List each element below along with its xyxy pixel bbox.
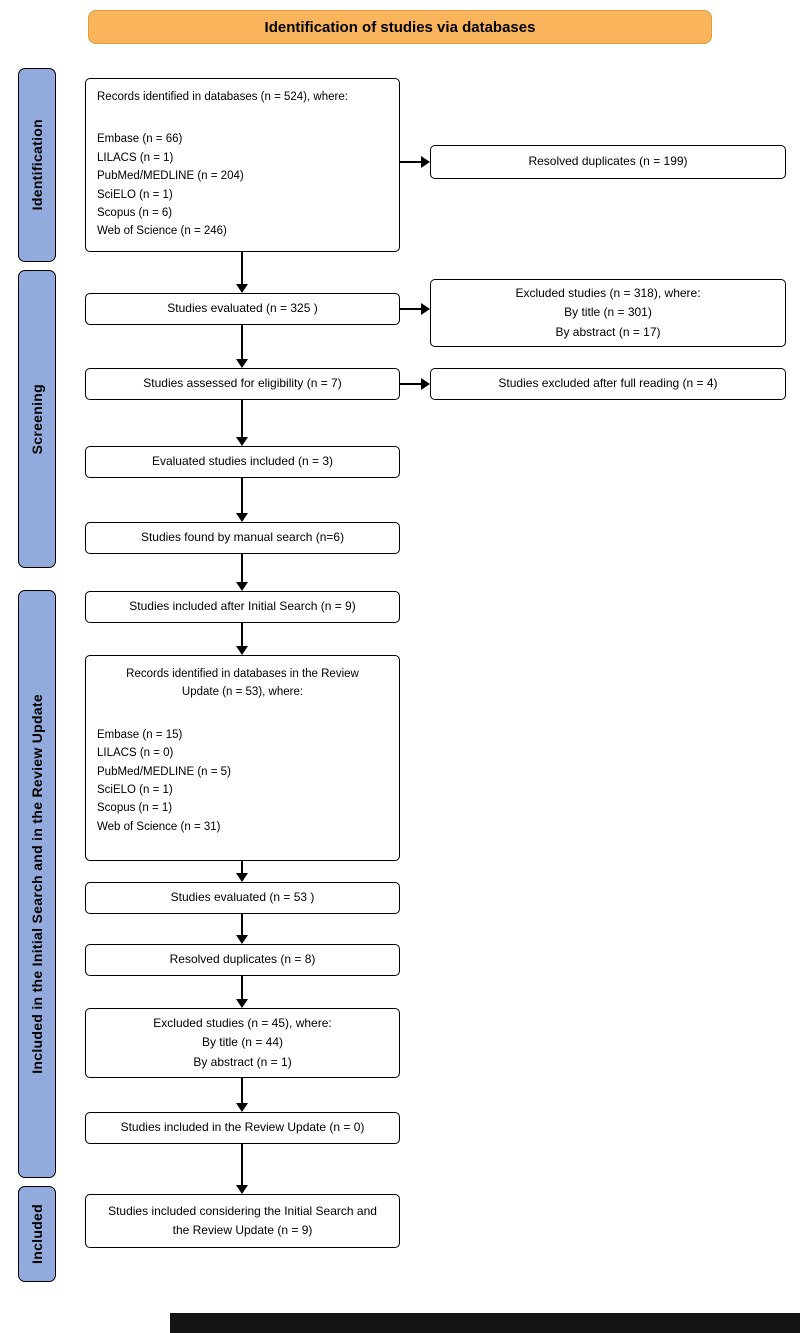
arrow-right-icon <box>400 383 421 385</box>
box-text: Studies assessed for eligibility (n = 7) <box>143 376 342 391</box>
excluded-update-line3: By abstract (n = 1) <box>193 1054 292 1069</box>
box-text: Studies included in the Review Update (n = 0) <box>120 1120 365 1135</box>
db-item-scopus: Scopus (n = 1) <box>97 802 173 815</box>
box-included-review-update <box>85 1112 400 1144</box>
arrow-down-icon <box>241 1078 243 1103</box>
db-item-embase: Embase (n = 15) <box>97 728 183 741</box>
box-text: Studies evaluated (n = 325 ) <box>167 301 318 316</box>
excluded-initial-line1: Excluded studies (n = 318), where: <box>515 286 701 301</box>
excluded-initial-line3: By abstract (n = 17) <box>555 324 661 339</box>
box-text: Studies excluded after full reading (n = 4) <box>498 376 718 391</box>
box-records-identified-initial <box>85 78 400 252</box>
box-text: Studies found by manual search (n=6) <box>140 530 345 545</box>
arrow-down-icon <box>241 554 243 582</box>
arrow-down-icon <box>241 976 243 999</box>
arrow-right-icon <box>400 161 421 163</box>
excluded-update-line2: By title (n = 44) <box>201 1035 284 1050</box>
arrow-right-icon <box>400 308 421 310</box>
box-text: Evaluated studies included (n = 3) <box>151 454 334 469</box>
db-item-pubmed: PubMed/MEDLINE (n = 204) <box>97 170 244 183</box>
box-excluded-update <box>85 1008 400 1078</box>
bottom-dark-strip <box>170 1313 800 1333</box>
header-banner <box>88 10 712 44</box>
box-included-after-initial <box>85 591 400 623</box>
arrow-down-icon <box>241 325 243 359</box>
stage-bar-identification <box>18 68 56 262</box>
stage-bar-included <box>18 1186 56 1282</box>
box-excluded-initial <box>430 279 786 347</box>
box-records-identified-update <box>85 655 400 861</box>
arrow-down-icon <box>241 623 243 646</box>
box-assessed-eligibility <box>85 368 400 400</box>
arrow-down-icon <box>241 478 243 513</box>
box-resolved-duplicates-initial <box>430 145 786 179</box>
box-text: Studies evaluated (n = 53 ) <box>170 890 315 905</box>
excluded-initial-line2: By title (n = 301) <box>564 305 652 320</box>
db-item-wos: Web of Science (n = 31) <box>97 820 221 833</box>
box-studies-evaluated-initial <box>85 293 400 325</box>
box-manual-search <box>85 522 400 554</box>
stage-bar-included-review-update <box>18 590 56 1178</box>
final-included-line1: Studies included considering the Initial Search and <box>108 1203 377 1218</box>
db-item-scielo: SciELO (n = 1) <box>97 783 173 796</box>
arrow-down-icon <box>241 252 243 284</box>
box-text: Resolved duplicates (n = 199) <box>528 154 688 169</box>
stage-bar-screening <box>18 270 56 568</box>
db-list-initial <box>97 130 388 240</box>
box-records-update-title-line1: Records identified in databases in the Review <box>126 668 359 680</box>
final-included-line2: the Review Update (n = 9) <box>172 1223 313 1237</box>
box-studies-evaluated-update <box>85 882 400 914</box>
db-item-wos: Web of Science (n = 246) <box>97 225 227 238</box>
stage-label-screening: Screening <box>29 383 45 455</box>
stage-label-identification: Identification <box>29 119 45 211</box>
stage-label-included: Included <box>29 1204 45 1264</box>
arrow-down-icon <box>241 400 243 437</box>
arrow-down-icon <box>241 861 243 873</box>
box-text: Resolved duplicates (n = 8) <box>169 952 316 967</box>
db-list-update <box>97 726 388 836</box>
box-records-update-title-line2: Update (n = 53), where: <box>181 686 304 699</box>
db-item-embase: Embase (n = 66) <box>97 133 183 146</box>
box-resolved-duplicates-update <box>85 944 400 976</box>
db-item-scielo: SciELO (n = 1) <box>97 188 173 201</box>
box-text: Studies included after Initial Search (n = 9) <box>129 599 356 614</box>
arrow-down-icon <box>241 914 243 935</box>
box-excluded-full-reading <box>430 368 786 400</box>
db-item-lilacs: LILACS (n = 1) <box>97 151 174 164</box>
db-item-lilacs: LILACS (n = 0) <box>97 747 174 760</box>
db-item-pubmed: PubMed/MEDLINE (n = 5) <box>97 765 231 778</box>
arrow-down-icon <box>241 1144 243 1185</box>
excluded-update-line1: Excluded studies (n = 45), where: <box>153 1016 332 1031</box>
db-item-scopus: Scopus (n = 6) <box>97 206 173 219</box>
box-final-included <box>85 1194 400 1248</box>
stage-label-included-review-update: Included in the Initial Search and in the Review Update <box>29 694 45 1074</box>
box-records-initial-title: Records identified in databases (n = 524), where: <box>97 91 348 103</box>
box-evaluated-included <box>85 446 400 478</box>
header-title: Identification of studies via databases <box>264 18 536 36</box>
